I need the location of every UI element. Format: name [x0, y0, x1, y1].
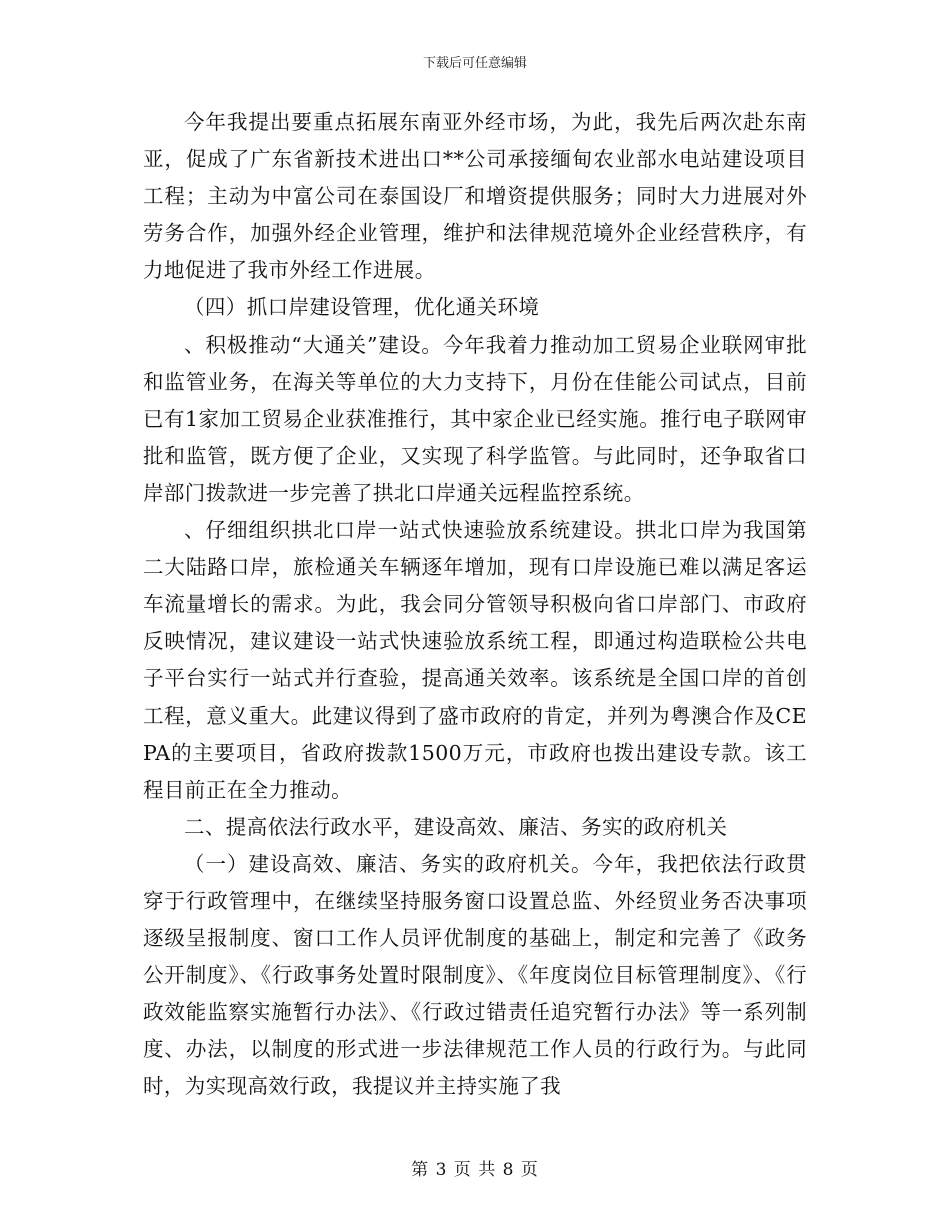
- page-header: 下载后可任意编辑: [422, 56, 527, 71]
- document-body: [143, 104, 807, 1106]
- paragraph-gongbei-port: 、仔细组织拱北口岸一站式快速验放系统建设。拱北口岸为我国第二大陆路口岸，旅检通关车辆逐年增加，现有口岸设施已难以满足客运车流量增长的需求。为此，我会同分管领导积极向省口岸部门、市政府反映情况，建议建设一站式快速验放系统工程，即通过构造联检公共电子平台实行一站式并行查验，提高通关效率。该系统是全国口岸的首创工程，意义重大。此建议得到了盛市政府的肯定，并列为粤澳合作及CEPA的主要项目，省政府拨款1500万元，市政府也拨出建设专款。该工程目前正在全力推动。: [143, 518, 807, 802]
- paragraph-government-organs: （一）建设高效、廉洁、务实的政府机关。今年，我把依法行政贯穿于行政管理中，在继续坚持服务窗口设置总监、外经贸业务否决事项逐级呈报制度、窗口工作人员评优制度的基础上，制定和完善了《政务公开制度》、《行政事务处置时限制度》、《年度岗位目标管理制度》、《行政效能监察实施暂行办法》、《行政过错责任追究暂行办法》等一系列制度、办法，以制度的形式进一步法律规范工作人员的行政行为。与此同时，为实现高效行政，我提议并主持实施了我: [143, 851, 807, 1099]
- page-number: 第 3 页 共 8 页: [411, 1160, 539, 1180]
- paragraph-customs-clearance: 、积极推动“大通关”建设。今年我着力推动加工贸易企业联网审批和监管业务，在海关等单位的大力支持下，月份在佳能公司试点，目前已有1家加工贸易企业获准推行，其中家企业已经实施。推行电子联网审批和监管，既方便了企业，又实现了科学监管。与此同时，还争取省口岸部门拨款进一步完善了拱北口岸通关远程监控系统。: [143, 332, 807, 505]
- section-heading-administration: 二、提高依法行政水平，建设高效、廉洁、务实的政府机关: [184, 814, 728, 839]
- paragraph-overseas-market: 今年我提出要重点拓展东南亚外经市场，为此，我先后两次赴东南亚，促成了广东省新技术进出口**公司承接缅甸农业部水电站建设项目工程；主动为中富公司在泰国设厂和增资提供服务；同时大力进展对外劳务合作，加强外经企业管理，维护和法律规范境外企业经营秩序，有力地促进了我市外经工作进展。: [143, 110, 807, 283]
- section-heading-port-construction: （四）抓口岸建设管理，优化通关环境: [184, 295, 540, 320]
